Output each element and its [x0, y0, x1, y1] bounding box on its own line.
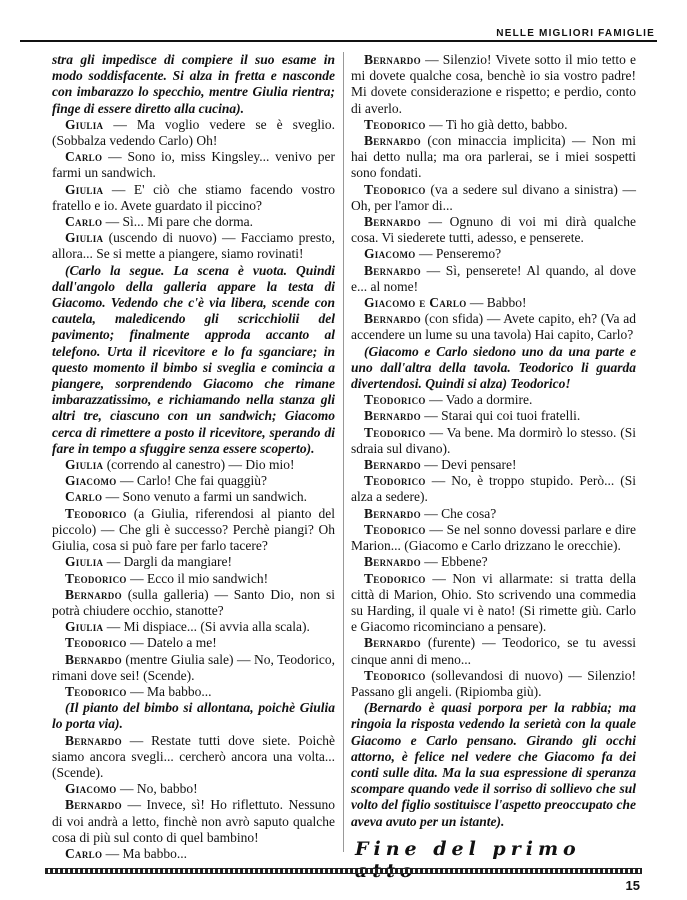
dialogue-text: (con sfida) — Avete capito, eh? (Va ad accendere un lume su una tavola) Hai capito, Carlo?	[351, 311, 637, 343]
dialogue-text: — Devi pensare!	[424, 457, 517, 473]
dialogue-line	[52, 733, 335, 782]
speaker-name: Bernardo	[364, 262, 421, 278]
footer-rule	[45, 868, 642, 874]
dialogue-line	[52, 635, 335, 651]
stage-direction: stra gli impedisce di compiere il suo esame in modo soddisfacente. Si alza in fretta e nasconde con imbarazzo lo specchio, mentre Giulia rientra; finge di essere diretto alla cucina).	[52, 52, 335, 116]
stage-direction: (Giacomo e Carlo siedono uno da una parte e uno dall'altra della tavola. Teodorico li guarda divertendosi. Quindi si alza) Teodorico!	[351, 343, 636, 392]
dialogue-text: — Se nel sonno dovessi parlare e dire Marion... (Giacomo e Carlo drizzano le orecchie).	[351, 521, 636, 554]
speaker-name: Bernardo	[65, 797, 122, 813]
dialogue-text: — Ma babbo...	[130, 683, 212, 699]
dialogue-text: — Sì, penserete! Al quando, al dove e... al nome!	[351, 262, 636, 294]
speaker-name: Bernardo	[65, 586, 122, 602]
speaker-name: Bernardo	[364, 408, 421, 424]
dialogue-text: — Penseremo?	[418, 246, 502, 262]
speaker-name: Teodorico	[65, 505, 127, 521]
dialogue-line	[351, 473, 636, 505]
dialogue-line	[52, 214, 335, 230]
speaker-name: Carlo	[65, 149, 103, 165]
act-ending-title: Fine del primo	[355, 838, 581, 860]
dialogue-text: — Dargli da mangiare!	[106, 554, 233, 570]
dialogue-text: — Sono venuto a farmi un sandwich.	[105, 489, 307, 505]
dialogue-line	[52, 797, 335, 846]
header-rule	[20, 40, 657, 42]
speaker-name: Bernardo	[65, 651, 122, 667]
dialogue-text: — Ecco il mio sandwich!	[130, 570, 269, 586]
speaker-name: Carlo	[65, 489, 103, 505]
speaker-name: Bernardo	[364, 505, 421, 521]
dialogue-line	[52, 473, 335, 489]
dialogue-text: — Che cosa?	[424, 505, 497, 521]
speaker-name: Teodorico	[65, 570, 127, 586]
dialogue-line	[52, 457, 335, 473]
right-column	[351, 52, 636, 830]
speaker-name: Giulia	[65, 230, 104, 246]
dialogue-line	[351, 554, 636, 570]
dialogue-text: (sollevandosi di nuovo) — Silenzio! Passano gli angeli. (Ripiomba giù).	[351, 667, 637, 699]
speaker-name: Giacomo	[65, 473, 117, 489]
dialogue-line	[351, 635, 636, 667]
speaker-name: Giacomo	[364, 246, 416, 262]
dialogue-line	[52, 619, 335, 635]
column-divider	[343, 52, 344, 852]
speaker-name: Carlo	[65, 214, 103, 230]
dialogue-text: (correndo al canestro) — Dio mio!	[106, 457, 295, 473]
dialogue-line	[52, 182, 335, 214]
dialogue-line	[351, 392, 636, 408]
dialogue-text: — Silenzio! Vivete sotto il mio tetto e mi dovete qualche cosa, benchè io sia vostro padre! Mi dovete considerazione e rispetto; e perdio, conto di averlo.	[351, 52, 637, 116]
dialogue-text: — Ma voglio vedere se è sveglio. (Sobbalza vedendo Carlo) Oh!	[52, 116, 335, 149]
speaker-name: Bernardo	[364, 133, 421, 149]
stage-direction: (Bernardo è quasi porpora per la rabbia; ma ringoia la risposta vedendo la serietà con la quale Giacomo e Carlo pensano. Girando gli occhi attorno, è felice nel vedere che Giacomo fa dei conti sulle dita. Ma la sua espressione di speranza scompare quando vede il sorriso di sollievo che sul volto del figlio sostituisce l'aspetto preoccupato che aveva avuto per un istante).	[351, 700, 636, 829]
dialogue-line	[351, 408, 636, 424]
dialogue-text: — Va bene. Ma dormirò lo stesso. (Si sdraia sul divano).	[351, 424, 637, 456]
speaker-name: Bernardo	[364, 311, 421, 327]
dialogue-text: — Babbo!	[469, 295, 527, 311]
speaker-name: Teodorico	[364, 424, 426, 440]
dialogue-line	[351, 295, 636, 311]
dialogue-line	[351, 133, 636, 182]
speaker-name: Teodorico	[364, 473, 426, 489]
dialogue-line	[351, 668, 636, 700]
stage-direction: (Carlo la segue. La scena è vuota. Quindi dall'angolo della galleria appare la testa di Giacomo. Vedendo che c'è via libera, scende con cautela, maledicendo gli scricchiolii del pavimento; finalmente approda accanto al telefono. Urta il ricevitore e lo fa sganciare; in questo momento il bimbo si sveglia e comincia a piangere, sorprendendo Giacomo che rimane imbarazzatissimo, e richiamando nella stanza gli altri tre, ciascuno con un sandwich; Giacomo cerca di rimettere a posto il ricevitore, sperando di fare in tempo a sfuggire senza essere scoperto).	[52, 262, 335, 456]
dialogue-line	[52, 587, 335, 619]
dialogue-text: — Ebbene?	[424, 554, 488, 570]
dialogue-line	[52, 652, 335, 684]
speaker-name: Giulia	[65, 554, 104, 570]
dialogue-line	[52, 781, 335, 797]
speaker-name: Bernardo	[364, 457, 421, 473]
speaker-name: Bernardo	[364, 214, 421, 230]
stage-direction: (Il pianto del bimbo si allontana, poichè Giulia lo porta via).	[52, 700, 335, 732]
dialogue-text: — No, babbo!	[119, 781, 198, 797]
dialogue-line	[52, 506, 335, 555]
speaker-name: Carlo	[65, 845, 103, 861]
dialogue-line	[351, 506, 636, 522]
dialogue-text: — Carlo! Che fai quaggiù?	[119, 473, 267, 489]
speaker-name: Teodorico	[364, 392, 426, 408]
speaker-name: Giacomo	[65, 781, 117, 797]
dialogue-line	[52, 117, 335, 149]
dialogue-text: (furente) — Teodorico, se tu avessi cinque anni di meno...	[351, 635, 637, 667]
dialogue-text: — Restate tutti dove siete. Poichè siamo ancora svegli... cercherò ancora una volta... (Scende).	[52, 732, 336, 780]
speaker-name: Teodorico	[65, 635, 127, 651]
speaker-name: Teodorico	[364, 521, 426, 537]
running-head: NELLE MIGLIORI FAMIGLIE	[496, 28, 655, 39]
speaker-name: Bernardo	[364, 554, 421, 570]
dialogue-text: (con minaccia implicita) — Non mi hai detto nulla; ma ora parlerai, se i miei sospetti sono fondati.	[351, 133, 636, 181]
dialogue-text: — Ti ho già detto, babbo.	[429, 116, 568, 132]
page-number: 15	[625, 878, 640, 893]
dialogue-line	[351, 52, 636, 117]
dialogue-line	[52, 684, 335, 700]
speaker-name: Teodorico	[65, 683, 127, 699]
speaker-name: Teodorico	[364, 570, 426, 586]
dialogue-text: — Vado a dormire.	[429, 392, 533, 408]
dialogue-line	[351, 425, 636, 457]
dialogue-text: (sulla galleria) — Santo Dio, non si potrà chiudere occhio, stanotte?	[52, 586, 336, 618]
dialogue-line	[351, 263, 636, 295]
speaker-name: Giulia	[65, 181, 104, 197]
dialogue-text: — Non vi allarmate: si tratta della città di Marion, Ohio. Sto scrivendo una commedia su Harding, il quale vi è nato! (Si rimette giù. Carlo e Giacomo ricominciano a pensare).	[351, 570, 636, 635]
dialogue-text: — Mi dispiace... (Si avvia alla scala).	[106, 619, 310, 635]
dialogue-text: (mentre Giulia sale) — No, Teodorico, rimani dove sei! (Scende).	[52, 651, 336, 683]
left-column	[52, 52, 335, 862]
dialogue-line	[52, 571, 335, 587]
dialogue-text: — Datelo a me!	[130, 635, 217, 651]
dialogue-line	[351, 522, 636, 554]
speaker-name: Teodorico	[364, 181, 426, 197]
dialogue-text: (uscendo di nuovo) — Facciamo presto, allora... Se si mette a piangere, siamo rovinati!	[52, 230, 335, 262]
speaker-name: Giacomo e Carlo	[364, 295, 467, 311]
dialogue-line	[351, 117, 636, 133]
dialogue-line	[351, 246, 636, 262]
dialogue-text: — Starai qui coi tuoi fratelli.	[424, 408, 581, 424]
dialogue-line	[351, 214, 636, 246]
dialogue-line	[52, 554, 335, 570]
dialogue-text: (va a sedere sul divano a sinistra) — Oh, per l'amor di...	[351, 181, 637, 213]
dialogue-text: — Invece, sì! Ho riflettuto. Nessuno di voi andrà a letto, finchè non avrò saputo qualche cosa di più sul conto di quel bambino!	[52, 797, 335, 845]
dialogue-text: — No, è troppo stupido. Però... (Si alza a sedere).	[351, 473, 637, 505]
dialogue-line	[52, 149, 335, 181]
dialogue-line	[351, 457, 636, 473]
speaker-name: Giulia	[65, 619, 104, 635]
speaker-name: Giulia	[65, 116, 104, 132]
dialogue-line	[351, 311, 636, 343]
speaker-name: Bernardo	[364, 635, 421, 651]
dialogue-text: (a Giulia, riferendosi al pianto del piccolo) — Che gli è successo? Perchè piangi? Oh Giulia, cosa si può fare per farlo tacere?	[52, 505, 336, 554]
dialogue-text: — Sì... Mi pare che dorma.	[105, 214, 253, 230]
dialogue-line	[52, 230, 335, 262]
dialogue-text: — Ognuno di voi mi dirà qualche cosa. Vi siederete tutti, adesso, e penserete.	[351, 214, 637, 246]
speaker-name: Giulia	[65, 457, 104, 473]
speaker-name: Bernardo	[65, 732, 122, 748]
dialogue-line	[52, 489, 335, 505]
speaker-name: Teodorico	[364, 116, 426, 132]
dialogue-line	[351, 182, 636, 214]
dialogue-text: — E' ciò che stiamo facendo vostro fratello e io. Avete guardato il piccino?	[52, 181, 336, 213]
speaker-name: Teodorico	[364, 667, 426, 683]
dialogue-text: — Sono io, miss Kingsley... venivo per farmi un sandwich.	[52, 149, 335, 181]
speaker-name: Bernardo	[364, 52, 421, 67]
dialogue-line	[351, 571, 636, 636]
dialogue-text: — Ma babbo...	[105, 845, 188, 861]
dialogue-line	[52, 846, 335, 862]
